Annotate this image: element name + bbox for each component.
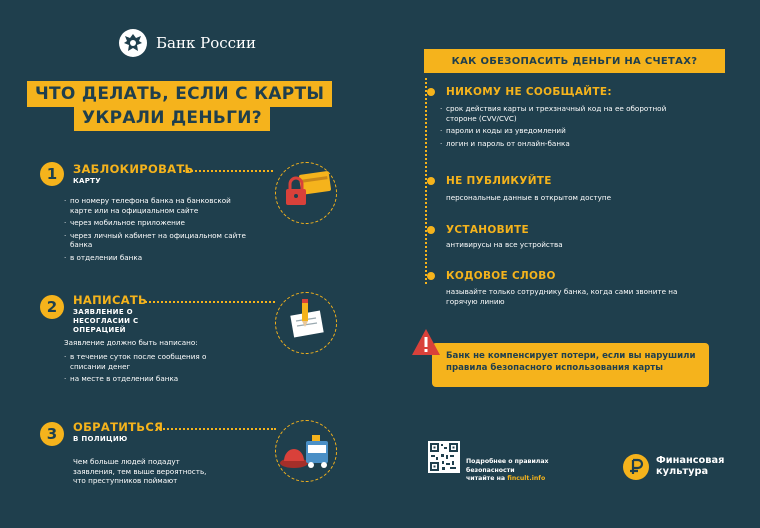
step-2-heading: НАПИСАТЬ xyxy=(73,293,148,307)
list-item: · срок действия карты и трехзначный код на ее оборотной стороне (CVV/CVC) xyxy=(440,104,690,123)
step-1-sub: КАРТУ xyxy=(73,177,101,185)
brand-name: Банк России xyxy=(156,34,257,52)
title-line-2: УКРАЛИ ДЕНЬГИ? xyxy=(74,105,270,131)
footer-text xyxy=(466,458,596,484)
section-heading: НЕ ПУБЛИКУЙТЕ xyxy=(446,175,552,187)
list-item: · по номеру телефона банка на банковской карте или на официальном сайте xyxy=(64,196,254,215)
step-3-sub: В ПОЛИЦИЮ xyxy=(73,435,128,443)
warning-text: Банк не компенсирует потери, если вы нарушили правила безопасного использования карты xyxy=(446,351,696,373)
brand-logo xyxy=(118,28,256,58)
card-lock-icon xyxy=(274,161,336,223)
step-2-sub: ЗАЯВЛЕНИЕ О НЕСОГЛАСИИ С ОПЕРАЦИЕЙ xyxy=(73,308,139,334)
step-3-icon-frame xyxy=(275,420,337,482)
warning-triangle-icon xyxy=(411,328,441,356)
fincult-link[interactable]: fincult.info xyxy=(507,475,546,482)
title-line-1: ЧТО ДЕЛАТЬ, ЕСЛИ С КАРТЫ xyxy=(27,81,332,107)
qr-code-icon[interactable] xyxy=(428,441,460,473)
list-item: · на месте в отделении банка xyxy=(64,374,224,384)
step-1-number: 1 xyxy=(40,162,64,186)
fin-culture-label xyxy=(656,455,724,477)
list-item: · через личный кабинет на официальном сайте банка xyxy=(64,231,254,250)
list-item: · в отделении банка xyxy=(64,253,254,263)
step-2-bullets xyxy=(64,352,224,387)
step-3-number: 3 xyxy=(40,422,64,446)
ruble-coin-icon xyxy=(622,453,650,481)
section-heading: КОДОВОЕ СЛОВО xyxy=(446,270,556,282)
section-text: персональные данные в открытом доступе xyxy=(446,193,612,202)
list-item: · логин и пароль от онлайн-банка xyxy=(440,139,690,149)
fin-line-1: Финансовая xyxy=(656,455,725,466)
step-1-bullets xyxy=(64,196,254,265)
fin-line-2: культура xyxy=(656,466,709,477)
document-pen-icon xyxy=(274,291,336,353)
eagle-emblem-icon xyxy=(118,28,148,58)
step-2-dotted-line xyxy=(145,301,275,303)
step-1-dotted-line xyxy=(183,170,273,172)
police-siren-icon xyxy=(274,419,336,481)
section-heading: УСТАНОВИТЕ xyxy=(446,224,529,236)
footer-line-2 xyxy=(466,475,596,484)
step-3-heading: ОБРАТИТЬСЯ xyxy=(73,420,164,434)
step-3-text: Чем больше людей подадут заявления, тем выше вероятность, что преступников поймают xyxy=(73,457,207,485)
list-item: · пароли и коды из уведомлений xyxy=(440,126,690,136)
list-item: · в течение суток после сообщения о списании денег xyxy=(64,352,224,371)
footer-prefix: читайте на xyxy=(466,475,508,482)
step-2-number: 2 xyxy=(40,295,64,319)
section-text: называйте только сотруднику банка, когда сами звоните на горячую линию xyxy=(446,287,678,306)
step-2-icon-frame xyxy=(275,292,337,354)
step-3-dotted-line xyxy=(156,428,276,430)
section-heading: НИКОМУ НЕ СООБЩАЙТЕ: xyxy=(446,86,612,98)
section-bullets xyxy=(440,104,690,151)
warning-box xyxy=(432,343,709,387)
panel-title: КАК ОБЕЗОПАСИТЬ ДЕНЬГИ НА СЧЕТАХ? xyxy=(424,49,725,73)
list-item: · через мобильное приложение xyxy=(64,218,254,228)
footer-line-1: Подробнее о правилах безопасности xyxy=(466,458,549,474)
step-1-icon-frame xyxy=(275,162,337,224)
step-2-intro: Заявление должно быть написано: xyxy=(64,338,198,347)
step-1-heading: ЗАБЛОКИРОВАТЬ xyxy=(73,162,194,176)
section-text: антивирусы на все устройства xyxy=(446,240,563,249)
